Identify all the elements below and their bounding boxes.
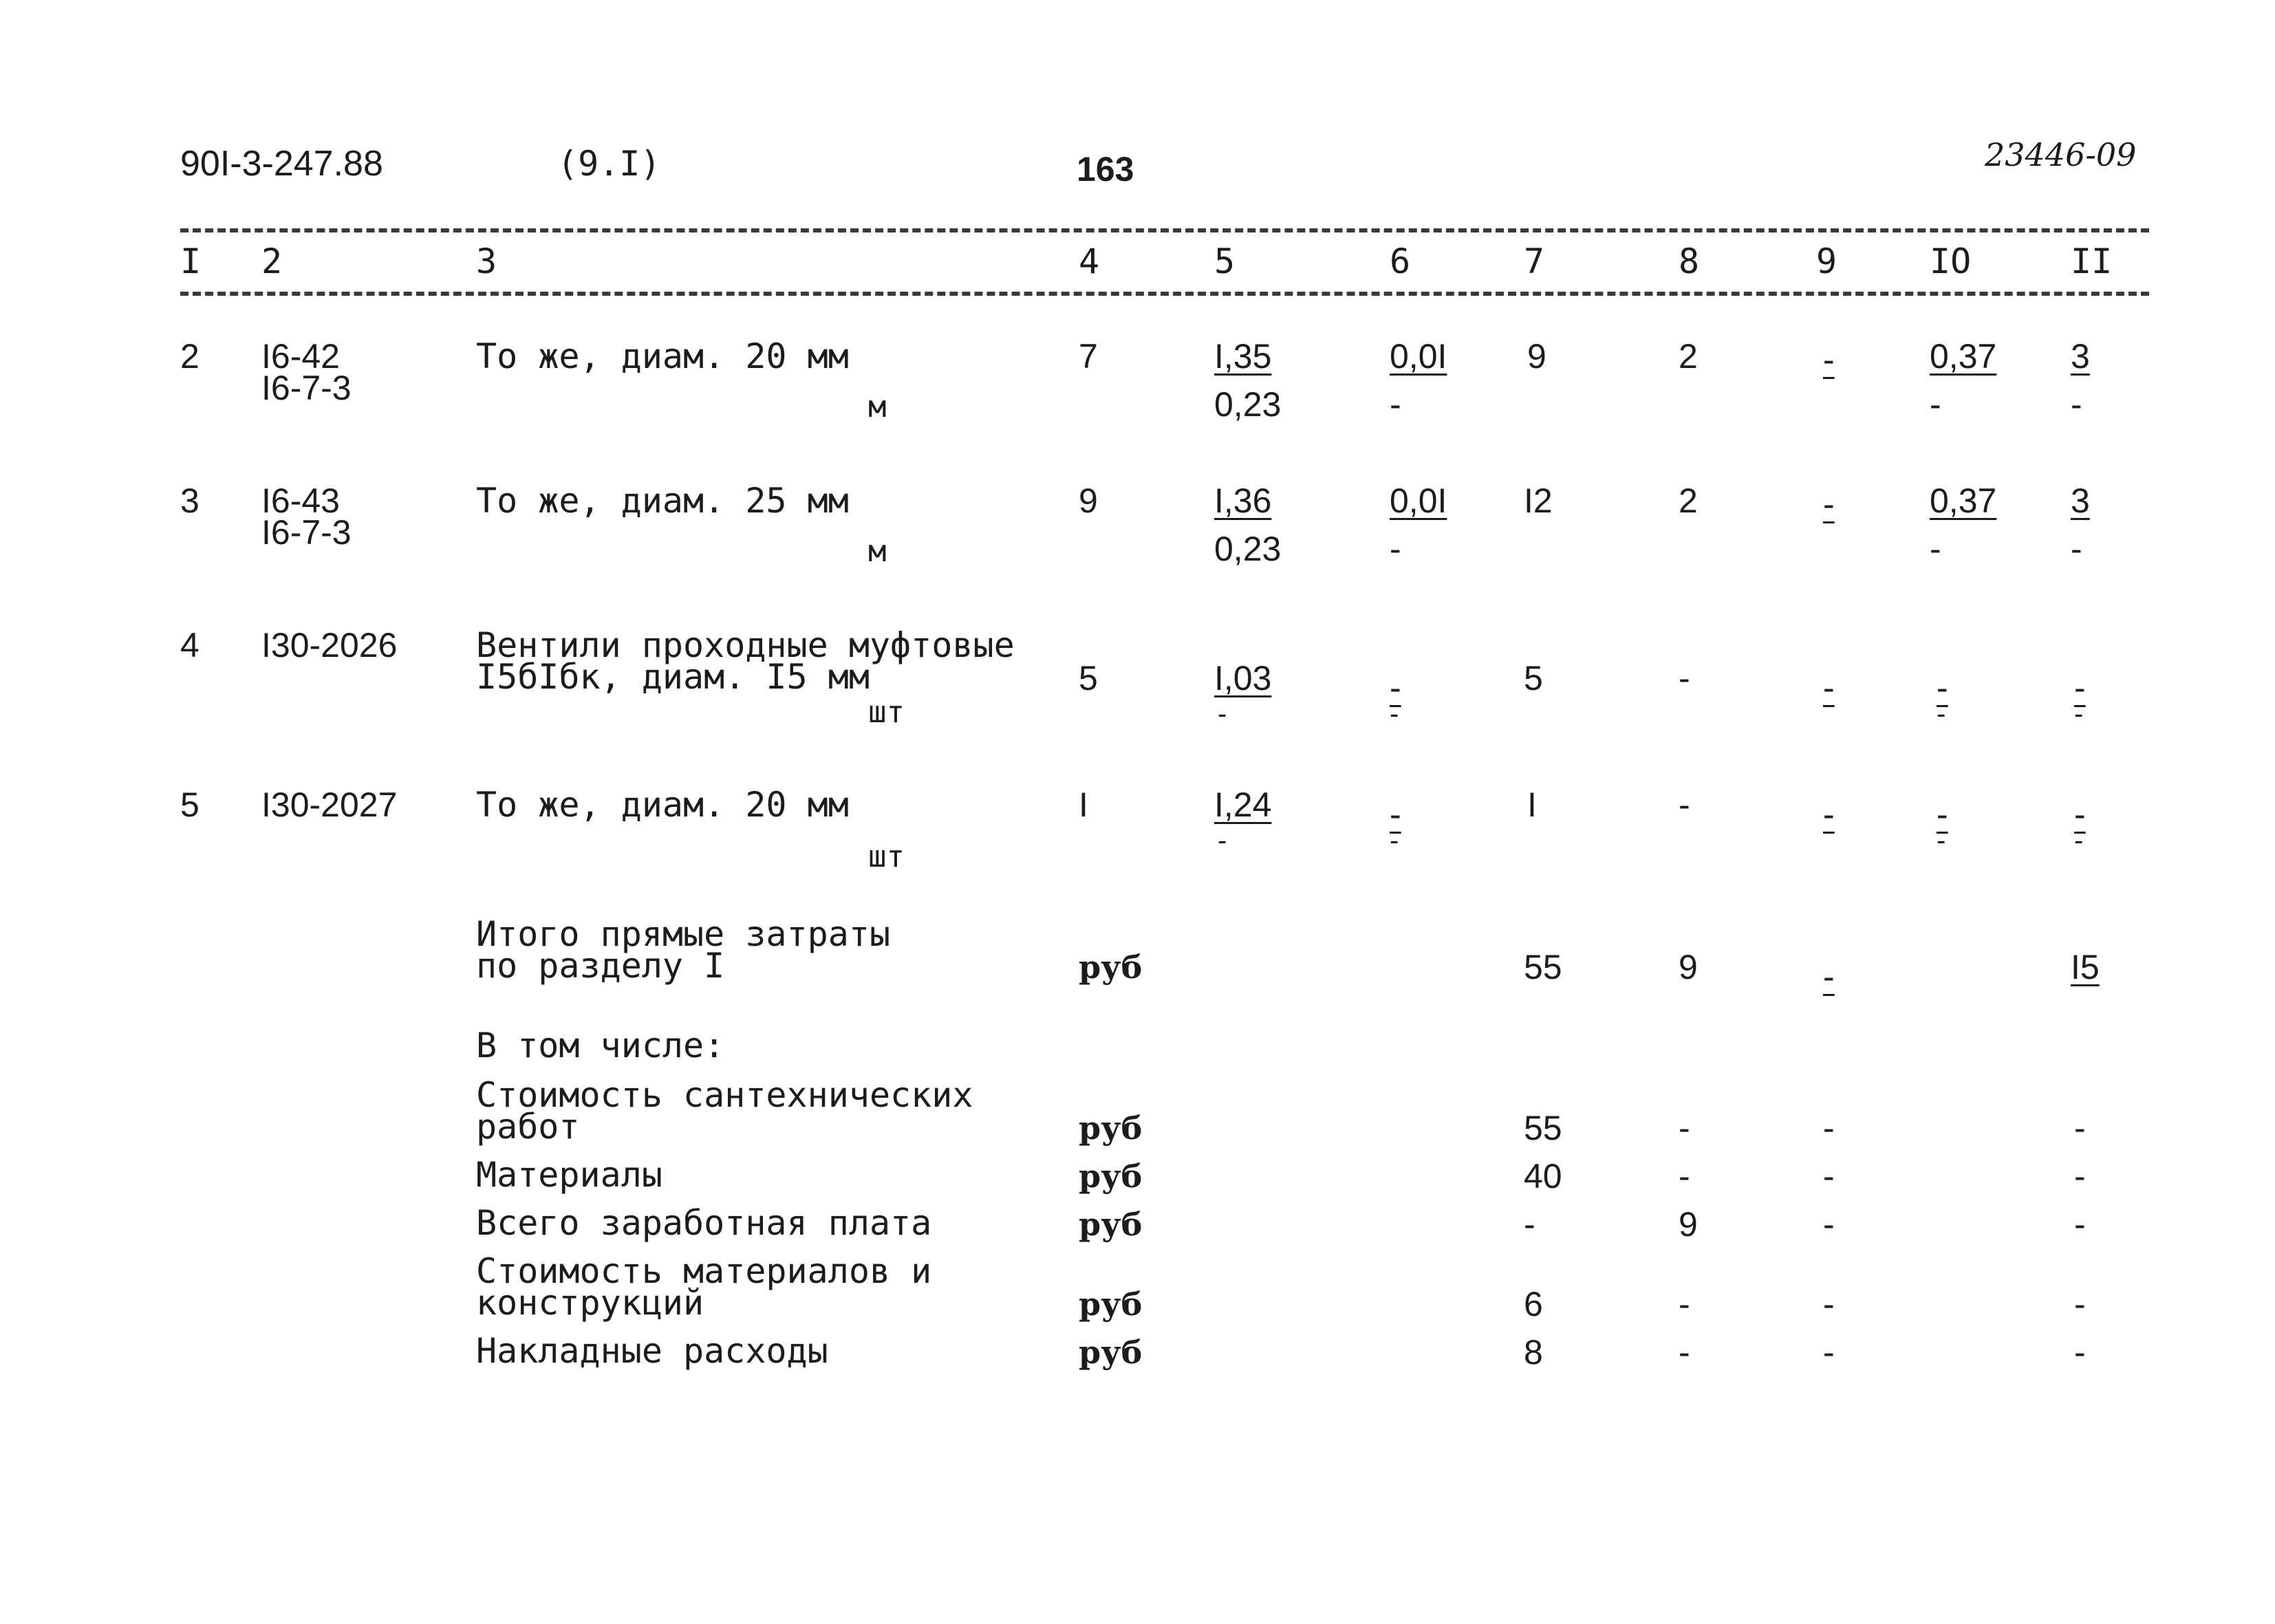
totals-label-line2: по разделу I (476, 946, 725, 986)
col6-top: - (1390, 795, 1401, 834)
total-cost: 9 (1527, 337, 1546, 376)
breakdown-col8: - (1679, 1157, 1690, 1195)
breakdown-col9: - (1823, 1109, 1835, 1147)
row-number: 5 (180, 786, 200, 824)
section-number: (9.I) (557, 144, 661, 184)
column-header: 9 (1816, 241, 1837, 281)
breakdown-col7: 55 (1524, 1109, 1562, 1147)
col10-bottom: - (1930, 385, 1941, 424)
column-header: 4 (1079, 241, 1100, 281)
page-number: 163 (1077, 150, 1134, 188)
col8-value: 2 (1679, 337, 1698, 376)
col10-top: 0,37 (1930, 337, 1997, 376)
column-header: IO (1930, 241, 1972, 281)
totals-col11: I5 (2071, 948, 2100, 986)
breakdown-col11: - (2074, 1285, 2086, 1323)
col11-bottom: - (2074, 699, 2084, 729)
col10-top: - (1937, 669, 1948, 707)
unit-of-measure: м (868, 389, 887, 424)
price-code: I30-2026 (261, 626, 398, 664)
price-code-secondary: I6-7-3 (261, 513, 352, 552)
breakdown-col9: - (1823, 1333, 1835, 1372)
work-description: То же, диам. 20 мм (476, 336, 849, 376)
document-code: 90I-3-247.88 (180, 144, 383, 184)
breakdown-unit: руб (1079, 1158, 1143, 1195)
breakdown-col7: 6 (1524, 1285, 1543, 1323)
column-header: 7 (1524, 241, 1545, 281)
breakdown-col8: - (1679, 1109, 1690, 1147)
col9-value: - (1823, 795, 1835, 834)
breakdown-label-line2: конструкций (476, 1283, 704, 1323)
column-header: 6 (1390, 241, 1411, 281)
totals-label: Итого прямые затраты (476, 914, 891, 954)
unit-of-measure: м (868, 534, 887, 569)
breakdown-label-line2: работ (476, 1107, 580, 1147)
breakdown-col8: - (1679, 1285, 1690, 1323)
breakdown-col7: - (1524, 1205, 1535, 1244)
breakdown-label: Материалы (476, 1155, 662, 1195)
breakdown-label: Накладные расходы (476, 1331, 828, 1371)
column-header: 8 (1679, 241, 1700, 281)
col11-bottom: - (2071, 385, 2082, 424)
col11-bottom: - (2071, 530, 2082, 568)
unit-cost-top: I,35 (1214, 337, 1272, 376)
unit-cost-bottom: 0,23 (1214, 385, 1282, 424)
breakdown-col9: - (1823, 1157, 1835, 1195)
col6-bottom: - (1390, 385, 1401, 424)
col9-value: - (1823, 485, 1835, 523)
row-number: 3 (180, 481, 200, 520)
col11-top: 3 (2071, 337, 2090, 376)
breakdown-label: Стоимость сантехнических (476, 1075, 973, 1115)
col8-value: - (1679, 786, 1690, 824)
unit-cost-top: I,03 (1214, 659, 1272, 697)
col9-value: - (1823, 340, 1835, 379)
totals-col9: - (1823, 957, 1835, 996)
col10-top: 0,37 (1930, 481, 1997, 520)
breakdown-label: Всего заработная плата (476, 1203, 932, 1243)
col6-top: 0,0I (1390, 481, 1447, 520)
col10-bottom: - (1930, 530, 1941, 568)
work-description: То же, диам. 25 мм (476, 481, 849, 521)
price-code-secondary: I6-7-3 (261, 369, 352, 407)
col6-bottom: - (1390, 825, 1399, 856)
column-header: 3 (476, 241, 497, 281)
row-number: 2 (180, 337, 200, 376)
breakdown-label: Стоимость материалов и (476, 1251, 932, 1291)
quantity: I (1079, 786, 1088, 824)
unit-cost-top: I,36 (1214, 481, 1272, 520)
breakdown-col11: - (2074, 1205, 2086, 1244)
unit-cost-bottom: - (1218, 825, 1227, 856)
col6-bottom: - (1390, 699, 1399, 729)
breakdown-col7: 8 (1524, 1333, 1543, 1372)
archive-stamp: 23446-09 (1985, 136, 2137, 173)
quantity: 7 (1079, 337, 1098, 376)
col6-top: - (1390, 669, 1401, 707)
col8-value: - (1679, 659, 1690, 697)
col11-top: - (2074, 795, 2086, 834)
quantity: 9 (1079, 481, 1098, 520)
unit-of-measure: шт (868, 695, 905, 730)
breakdown-unit: руб (1079, 1334, 1143, 1371)
breakdown-col7: 40 (1524, 1157, 1562, 1195)
price-code: I30-2027 (261, 786, 398, 824)
including-label: В том числе: (476, 1026, 725, 1065)
work-description-line2: I5бIбк, диам. I5 мм (476, 657, 870, 697)
work-description: То же, диам. 20 мм (476, 785, 849, 825)
col11-top: - (2074, 669, 2086, 707)
total-cost: I2 (1524, 481, 1553, 520)
breakdown-unit: руб (1079, 1109, 1143, 1147)
breakdown-unit: руб (1079, 1206, 1143, 1243)
total-cost: 5 (1524, 659, 1543, 697)
totals-col8: 9 (1679, 948, 1698, 986)
unit-cost-bottom: - (1218, 699, 1227, 729)
col10-bottom: - (1937, 825, 1946, 856)
price-code: I6-43 (261, 481, 340, 520)
breakdown-col9: - (1823, 1285, 1835, 1323)
col11-bottom: - (2074, 825, 2084, 856)
unit-of-measure: шт (868, 839, 905, 874)
column-header: 5 (1214, 241, 1236, 281)
header-bottom-rule (180, 292, 2149, 296)
column-header: I (180, 241, 202, 281)
unit-cost-top: I,24 (1214, 786, 1272, 824)
header-top-rule (180, 228, 2149, 232)
price-code: I6-42 (261, 337, 340, 376)
totals-unit: руб (1079, 949, 1143, 986)
breakdown-col11: - (2074, 1333, 2086, 1372)
totals-col7: 55 (1524, 948, 1562, 986)
breakdown-col11: - (2074, 1157, 2086, 1195)
breakdown-col11: - (2074, 1109, 2086, 1147)
column-header: II (2071, 241, 2113, 281)
quantity: 5 (1079, 659, 1098, 697)
breakdown-unit: руб (1079, 1286, 1143, 1323)
col6-bottom: - (1390, 530, 1401, 568)
row-number: 4 (180, 626, 200, 664)
work-description: Вентили проходные муфтовые (476, 625, 1015, 665)
col8-value: 2 (1679, 481, 1698, 520)
col6-top: 0,0I (1390, 337, 1447, 376)
col10-top: - (1937, 795, 1948, 834)
col10-bottom: - (1937, 699, 1946, 729)
col11-top: 3 (2071, 481, 2090, 520)
total-cost: I (1527, 786, 1537, 824)
col9-value: - (1823, 669, 1835, 707)
unit-cost-bottom: 0,23 (1214, 530, 1282, 568)
breakdown-col8: - (1679, 1333, 1690, 1372)
breakdown-col9: - (1823, 1205, 1835, 1244)
column-header: 2 (261, 241, 283, 281)
breakdown-col8: 9 (1679, 1205, 1698, 1244)
